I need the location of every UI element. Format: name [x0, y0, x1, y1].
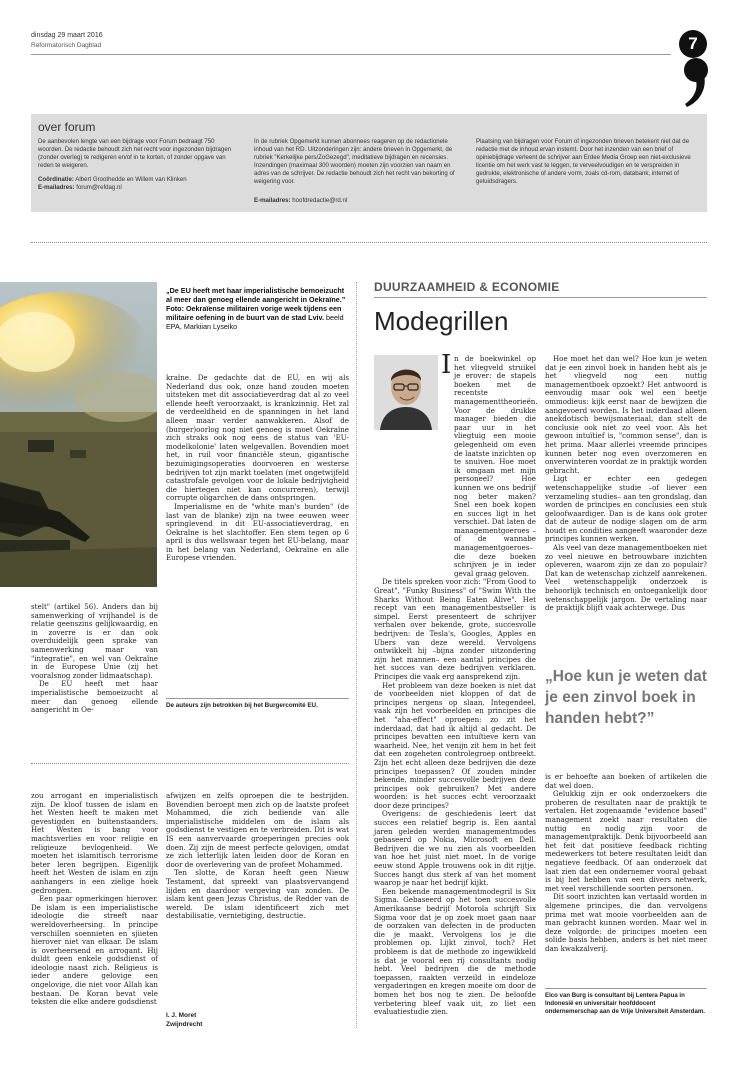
- rule: [166, 698, 349, 699]
- paper-name: Reformatorisch Dagblad: [31, 42, 102, 49]
- paragraph: stelt" (artikel 56). Anders dan bij samenwerking of vrijhandel is de relatie geenszins gelijkwaardig, en in zoverre is er dan ook overduidelijk geen sprake van samenwerking maar van "integratie", en wel van Oekraïne in de Europese Unie (zij het vooralsnog zonder lidmaatschap).: [31, 602, 158, 680]
- pull-quote: „Hoe kun je weten dat je een zinvol boek in handen hebt?”: [545, 668, 707, 727]
- opgemerkt-email-label: E-mailadres:: [254, 196, 291, 204]
- forum-col-1-text: De aanbevolen lengte van een bijdrage voor Forum bedraagt 750 woorden. De redactie behoudt zich het recht voor ingezonden bijdragen (zonder overleg) te redigeren en/of in te korten, of zonder opgave van reden te weigeren.: [38, 138, 232, 170]
- forum-col-3: [476, 138, 700, 187]
- forum-email-label: E-mailadres:: [38, 184, 75, 192]
- dotted-separator-left: [31, 763, 349, 764]
- paragraph: Ligt er echter een gedegen wetenschappelijke studie –of liever een verzameling studies– aan ten grondslag, dan worden de principes en conclusies een stuk geloofwaardiger. Dan is de kans ook groter dat de auteur de nodige slagen om de arm houdt en condities aangeeft waaronder deze principes kunnen werken.: [545, 474, 707, 544]
- paragraph: afwijzen en zelfs oproepen die te bestrijden. Bovendien beroept men zich op de laatste profeet Mohammed, die zich bediende van alle imperialistische middelen om de islam als godsdienst te vestigen en te verbreiden. Dit is wat IS een aanvervaarde groeperingen precies ook doen. Zij zijn de meest perfecte gelovigen, omdat ze zich letterlijk laten leiden door de Koran en door de overlevering van de profeet Mohammed.: [166, 791, 349, 869]
- paragraph: Een paar opmerkingen hierover. De islam is een imperialistische ideologie die streeft naar wereldoverheersing. In principe verschillen soennieten en sjiieten hierover niet van elkaar. De islam is overheersend en arrogant. Hij duldt geen enkele godsdienst of ideologie naast zich. Religieus is ieder andere gelovige een ongelovige, die niet voor Allah kan bestaan. De Koran bevat vele teksten die elke andere godsdienst: [31, 894, 158, 1007]
- author-bio: Elco van Burg is consultant bij Lentera Papua in Indonesië en universitair hoofddocent ondernemerschap aan de Vrije Universiteit Amsterdam.: [545, 992, 705, 1015]
- paragraph: Gelukkig zijn er ook onderzoekers die proberen de resultaten naar de praktijk te vertalen. Het zogenaamde "evidence based" management zoekt naar resultaten die nuttig en nodig zijn voor de managementpraktijk. Denk bijvoorbeeld aan het feit dat positieve feedback richting medewerkers tot betere resultaten leidt dan negatieve feedback. Of aan onderzoek dat laat zien dat een ondernemer vooral gebaat is bij het hebben van een divers netwerk, met veel verschillende soorten personen.: [545, 789, 707, 893]
- photo-caption-text: „De EU heeft met haar imperialistische bemoeizucht al meer dan genoeg ellende aangericht in Oekraïne.” Foto: Oekraïense militairen vorige week tijdens een militaire oefening in de buurt van de stad Lviv.: [166, 286, 346, 322]
- page-number-badge: [679, 30, 707, 58]
- headline: Modegrillen: [374, 306, 509, 336]
- letter-col-2: [166, 792, 349, 921]
- authors-note: De auteurs zijn betrokken bij het Burgercomité EU.: [166, 702, 318, 709]
- paragraph: n de boekwinkel op het vliegveld struikel je erover: de stapels boeken met de recentste managementtheorieën. Voor de drukke manager bieden die paar uur in het vliegtuig een mooie gelegenheid om even de laatste inzichten op te snuiven. Hoe moet ik omgaan met mijn personeel? Hoe kunnen we ons bedrijf nog beter maken? Snel een boek kopen en succes ligt in het verschiet. Dat laten de managementgoeroes –of de wannabe managementgoeroes– die deze boeken schrijven je in ieder geval graag geloven.: [454, 354, 538, 578]
- comma-icon: [683, 57, 709, 109]
- right-article-col-2: [545, 355, 707, 613]
- section-rule: [374, 297, 707, 298]
- paragraph: zou arrogant en imperialistisch zijn. De kloof tussen de islam en het Westen heeft te maken met gevestigden en buitenstaanders. Het Westen is bang voor machtsverlies en voor religie en religieuze bevlogenheid. We moeten het islamitisch terrorisme beter leren begrijpen. Eigenlijk heeft het Westen de islam en zijn aanhangers in een zielige hoek gedrongen.: [31, 791, 158, 895]
- coord-value: Albert Groothedde en Willem van Klinken: [75, 176, 187, 184]
- left-article-col-1: [31, 603, 158, 715]
- paragraph: Imperialisme en de "white man's burden" (de last van de blanke) zijn na twee eeuwen weer springlevend in dit EU-associatieverdrag, en Oekraïne is het slachtoffer. Een stem tegen op 6 april is dus wellswaar tegen het EU-belang, maar in het belang van Nederland, Oekraïne en alle Europese vrienden.: [166, 501, 349, 563]
- header-rule: [31, 54, 671, 55]
- paragraph: De EU heeft met haar imperialistische bemoeizucht al meer dan genoeg ellende aangericht in Oe-: [31, 679, 158, 715]
- paragraph: Het probleem van deze boeken is niet dat de voorbeelden niet kloppen of dat de principes nergens op slaan. Integendeel, vaak zijn het voorbeelden en principes die het "aha-effect" oproepen: zo zit het inderdaad, dat had ik altijd al gedacht. De principes bevatten een intuïtieve kern van waarheid. Nee, het venijn zit hem in het feit dat een zogeheten controlegroep ontbreekt. Zijn het echt alleen deze bedrijven die deze principes toepassen? Of zouden minder bekende, minder succesvolle bedrijven deze principes ook gebruiken? Met andere woorden: is het succes echt veroorzaakt door deze principes?: [374, 680, 536, 810]
- forum-col-2-text: In de rubriek Opgemerkt kunnen abonnees reageren op de redactionele inhoud van het RD. Uitzonderingen zijn: andere brieven in Opgemerkt, de rubriek "Kerkelijke pers/ZoGezegd", meditatieve bijdragen en recensies. Inzendingen (maximaal 300 woorden) moeten zijn voorzien van naam en adres van de schrijver. De redactie behoudt zich het recht van bekorting of weigering voor.: [254, 138, 455, 186]
- paragraph: Ten slotte, de Koran heeft geen Nieuw Testament, dat spreekt van plaatsvervangend lijden en daardoor vergeving van zonden. De islam kent geen Jezus Christus, de Redder van de wereld. De islam identificeert zich met destabilisatie, vernietiging, destructie.: [166, 868, 349, 921]
- dropcap: I: [441, 350, 452, 380]
- paragraph: Een bekende managementmodegril is Six Sigma. Gebaseerd op het toen succesvolle Amerikaanse bedrijf Motorola schrijft Six Sigma voor dat je op zoek moet gaan naar de oorzaken van defecten in de producten die je maakt. Vervolgens los je die problemen op. Lijkt zinvol, toch? Het probleem is dat de methode zo ingewikkeld is dat je vooral een rij consultants nodig hebt. Veel bedrijven die de methode toepassen, raakten verzeild in eindeloze vergaderingen en kregen moeite om door de bomen het bos nog te zien. De beloofde verbetering bleef vaak uit, zo liet een evaluatiestudie zien.: [374, 886, 536, 1017]
- column-separator: [356, 282, 357, 1028]
- right-article-col-2-continued: [545, 773, 707, 953]
- issue-date: dinsdag 29 maart 2016: [31, 32, 103, 39]
- forum-col-3-text: Plaatsing van bijdragen voor Forum of ingezonden brieven betekent niet dat de redactie met de inhoud ervan instemt. Door het inzenden van een brief of opiniebijdrage verleent de schrijver aan Erdee Media Groep een niet-exclusieve licentie om het werk vast te leggen, te verveelvoudigen en te verspreiden in gedrukte, elektronische of andere vorm, zoals cd-rom, databank, internet of geluidsdragers.: [476, 138, 691, 186]
- paragraph: Hoe moet het dan wel? Hoe kun je weten dat je een zinvol boek in handen hebt als je het vliegveld nog een nuttig managementboek opzoekt? Het antwoord is eenvoudig maar ook wel een beetje ommodieus: kijk eerst naar de bewijzen die aangevoerd worden. Is het inderdaad alleen anekdotisch bewijsmateriaal, dan stelt de conclusie ook niet zo veel voor. Als het gewoon intuïtief is, "common sense", dan is het prima. Maar allerlei vreemde principes kunnen beter nog even overzomeren en onverwinteren voordat ze in praktijk worden gebracht.: [545, 354, 707, 475]
- left-article-col-2: [166, 374, 349, 563]
- paragraph: Overigens: de geschiedenis leert dat succes een relatief begrip is. Een aantal jaren geleden werden managementmodes gebaseerd op Nokia, Microsoft en Dell. Bedrijven die we nu zien als voorbeelden van hoe het juist niet moet. In de vorige eeuw stond Apple trouwens ook in dit rijtje. Succes hangt dus sterk af van het moment waarop je naar het bedrijf kijkt.: [374, 809, 536, 888]
- opgemerkt-email[interactable]: hoofdredactie@rd.nl: [292, 196, 348, 204]
- photo-caption: [166, 286, 351, 331]
- paragraph: Als veel van deze managementboeken niet zo veel nieuwe en betrouwbare inzichten opleveren, waarom zijn ze dan zo populair? Dat kan de wetenschap zichzelf aanrekenen. Veel wetenschappelijk onderzoek is behoorlijk technisch en ontoegankelijk door wetenschappelijk jargon. De vertaling naar de praktijk blijft vaak achterwege. Dus: [545, 543, 707, 613]
- coord-label: Coördinatie:: [38, 176, 74, 184]
- dotted-separator: [31, 242, 707, 243]
- military-exercise-photo: [0, 282, 157, 587]
- signature-name: I. J. Moret: [166, 1012, 197, 1019]
- section-label: DUURZAAMHEID & ECONOMIE: [374, 280, 560, 294]
- letter-signature: [166, 1012, 202, 1029]
- letter-col-1: [31, 792, 158, 1007]
- page-number: 7: [688, 34, 698, 53]
- forum-email[interactable]: forum@refdag.nl: [76, 184, 122, 192]
- right-article-col-1: [374, 355, 536, 1017]
- forum-title: over forum: [38, 120, 96, 134]
- forum-col-2: [254, 138, 466, 205]
- paragraph: is er behoefte aan boeken of artikelen die dat wel doen.: [545, 772, 707, 790]
- paragraph: kraïne. De gedachte dat de EU, en wij als Nederland dus ook, onze hand zouden moeten uitsteken met dit associatieverdrag dat al zo veel ellende heeft veroorzaakt, is krankzinnig. Het zal de verdeeldheid en de spanningen in het land alleen maar verder aanwakkeren. Alsof de (burger)oorlog nog niet genoeg is moet Oekraïne zich straks ook nog eens de status van 'EU-modelkolonie' laten welgevallen. Bovendien moet het, in ruil voor financiële steun, gigantische bezuinigingsoperaties doorvoeren en westerse bedrijven tot zijn markt toelaten (met ongetwijfeld catastrofale gevolgen voor de lokale bedrijvigheid die hiertegen niet kan concurreren), terwijl corrupte oligarchen de dans ontspringen.: [166, 373, 349, 503]
- photo-credit: beeld EPA, Markiian Lyseiko: [166, 313, 344, 331]
- rule: [545, 988, 707, 989]
- forum-col-1: [38, 138, 238, 193]
- signature-place: Zwijndrecht: [166, 1020, 203, 1028]
- paragraph: Dit soort inzichten kan vertaald worden in algemene principes, die dan vervolgens prima met wat mooie voorbeelden aan de man gebracht kunnen worden. Maar wel in deze volgorde: de principes moeten een solide basis hebben, anders is het niet meer dan kwakzalverij.: [545, 892, 707, 953]
- paragraph: De titels spreken voor zich: "From Good to Great", "Funky Business" of "Swim With the Sharks Without Being Eaten Alive". Het recept van een managementbestseller is simpel. Eerst presenteert de schrijver verhalen over bekende, grote, succesvolle bedrijven: de Tesla's, Googles, Apples en Ubers van deze wereld. Vervolgens ontwikkelt hij –bijna zonder uitzondering zijn het mannen– een aantal principes die het succes van deze bedrijven verklaren. Principes die vaak erg aansprekend zijn.: [374, 577, 536, 681]
